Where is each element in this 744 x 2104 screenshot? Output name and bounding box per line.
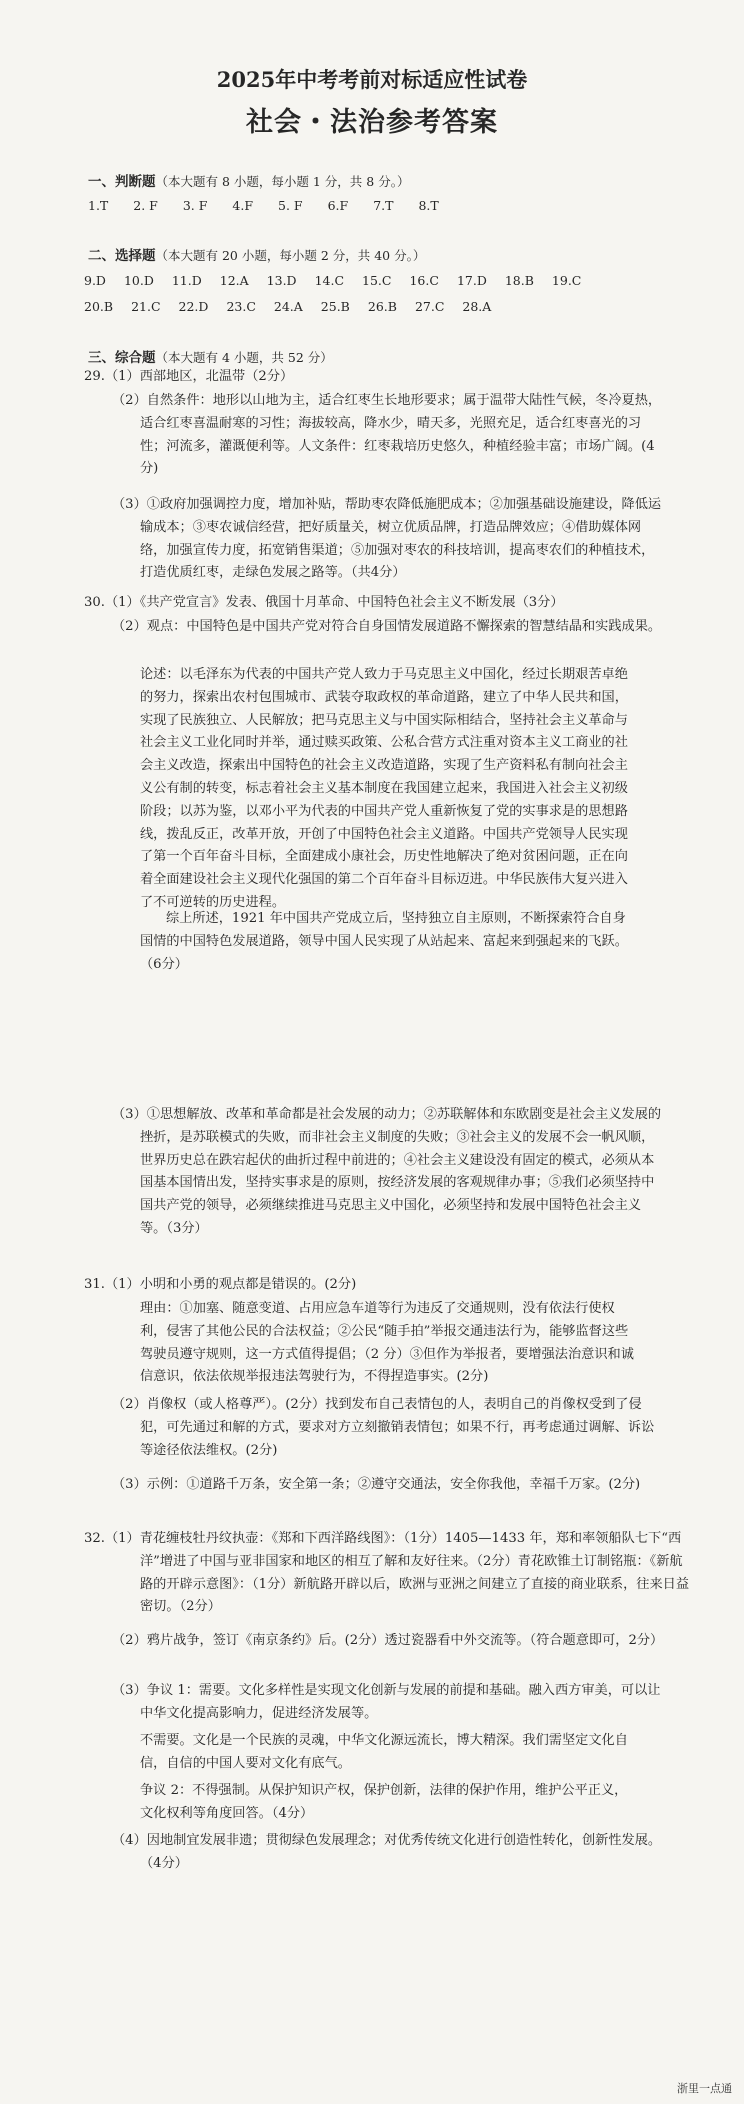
answer-item: 14.C — [314, 273, 345, 288]
q32-part3-dispute1: （3）争议 1：需要。文化多样性是实现文化创新与发展的前提和基础。融入西方审美，可以让中华文化提高影响力，促进经济发展等。 — [112, 1683, 661, 1721]
q32-part2: （2）鸦片战争，签订《南京条约》后。(2分）透过瓷器看中外交流等。（符合题意即可，2分） — [112, 1633, 664, 1648]
section-2-heading — [88, 244, 425, 264]
q31-part1: 31.（1）小明和小勇的观点都是错误的。(2分) — [84, 1277, 357, 1292]
answer-item: 9.D — [84, 273, 106, 288]
answer-item: 25.B — [320, 299, 350, 314]
q30-part2-viewpoint: （2）观点：中国特色是中国共产党对符合自身国情发展道路不懈探索的智慧结晶和实践成果。 — [112, 619, 662, 634]
answer-item: 17.D — [456, 273, 487, 288]
q32-part1: 32.（1）青花缠枝牡丹纹执壶：《郑和下西洋路线图》：（1分）1405—1433 年，郑和率领船队七下“西洋”增进了中国与亚非国家和地区的相互了解和友好往来。（2分）青花欧锥土订制铭瓶：《新航路的开辟示意图》：（1分）新航路开辟以后，欧洲与亚洲之间建立了直接的商业联系，往来日益密切。（2分） — [84, 1531, 690, 1615]
answer-item: 24.A — [273, 299, 303, 314]
answer-item: 18.B — [504, 273, 534, 288]
answer-item: 20.B — [84, 299, 114, 314]
section-1-answers — [88, 198, 464, 213]
answer-item: 5. F — [278, 198, 303, 213]
watermark-text: 浙里一点通 — [677, 2082, 732, 2095]
answer-item: 4.F — [232, 198, 254, 213]
answer-item: 22.D — [178, 299, 209, 314]
answer-item: 1.T — [88, 198, 109, 213]
q32-part3-counter: 不需要。文化是一个民族的灵魂，中华文化源远流长，博大精深。我们需坚定文化自信，自信的中国人要对文化有底气。 — [140, 1733, 628, 1771]
section-3-note: （本大题有 4 小题，共 52 分） — [155, 350, 333, 365]
answer-item: 28.A — [462, 299, 492, 314]
q29-part3: （3）①政府加强调控力度，增加补贴，帮助枣农降低施肥成本；②加强基础设施建设，降低运输成本；③枣农诚信经营，把好质量关，树立优质品牌，打造品牌效应；④借助媒体网络，加强宣传力度，拓宽销售渠道；⑤加强对枣农的科技培训，提高枣农们的种植技术，打造优质红枣，走绿色发展之路等。（共4分） — [112, 497, 662, 581]
q31-part1-reason: 理由：①加塞、随意变道、占用应急车道等行为违反了交通规则，没有依法行使权利，侵害了其他公民的合法权益；②公民“随手拍”举报交通违法行为，能够监督这些驾驶员遵守规则，这一方式值得提倡；（2 分）③但作为举报者，要增强法治意识和诚信意识，依法依规举报违法驾驶行为，不得捏造事实。(2分) — [140, 1301, 634, 1385]
section-3-heading — [88, 346, 333, 366]
section-1-heading — [88, 170, 409, 190]
answer-item: 19.C — [551, 273, 582, 288]
q32-part3-dispute2: 争议 2：不得强制。从保护知识产权，保护创新，法律的保护作用，维护公平正义，文化权利等角度回答。（4分） — [140, 1783, 628, 1821]
answer-item: 3. F — [182, 198, 208, 213]
q30-part2-conclusion: 综上所述，1921 年中国共产党成立后，坚持独立自主原则，不断探索符合自身国情的中国特色发展道路，领导中国人民实现了从站起来、富起来到强起来的飞跃。（6分） — [140, 911, 628, 972]
answer-item: 27.C — [414, 299, 445, 314]
q29-part1: 29.（1）西部地区，北温带（2分） — [84, 369, 294, 384]
answer-item: 10.D — [123, 273, 154, 288]
answer-item: 16.C — [409, 273, 439, 288]
answer-item: 23.C — [226, 299, 256, 314]
section-2-answers-row1 — [84, 273, 581, 288]
exam-title: 2025年中考考前对标适应性试卷 — [216, 67, 528, 92]
q30-part2-argument: 论述：以毛泽东为代表的中国共产党人致力于马克思主义中国化，经过长期艰苦卓绝的努力，探索出农村包围城市、武装夺取政权的革命道路，建立了中华人民共和国，实现了民族独立、人民解放；把马克思主义与中国实际相结合，坚持社会主义革命与社会主义工业化同时并举，通过赎买政策、公私合营方式注重对资本主义工商业的社会主义改造，探索出中国特色的社会主义改造道路，实现了生产资料私有制向社会主义公有制的转变，标志着社会主义基本制度在我国建立起来，我国进入社会主义初级阶段；以苏为鉴，以邓小平为代表的中国共产党人重新恢复了党的实事求是的思想路线，拨乱反正，改革开放，开创了中国特色社会主义道路。中国共产党领导人民实现了第一个百年奋斗目标，全面建成小康社会，历史性地解决了绝对贫困问题，正在向着全面建设社会主义现代化强国的第二个百年奋斗目标迈进。中华民族伟大复兴进入了不可逆转的历史进程。 — [140, 667, 628, 910]
section-2-answers-row2 — [84, 299, 491, 314]
answer-item: 11.D — [171, 273, 202, 288]
q29-part2: （2）自然条件：地形以山地为主，适合红枣生长地形要求；属于温带大陆性气候，冬冷夏热，适合红枣喜温耐寒的习性；海拔较高，降水少，晴天多，光照充足，适合红枣喜光的习性；河流多，灌溉便利等。人文条件：红枣栽培历史悠久，种植经验丰富；市场广阔。(4分) — [112, 393, 662, 477]
section-1-title: 一、判断题 — [88, 174, 156, 190]
answer-item: 15.C — [362, 273, 392, 288]
q30-part3: （3）①思想解放、改革和革命都是社会发展的动力；②苏联解体和东欧剧变是社会主义发展的挫折，是苏联模式的失败，而非社会主义制度的失败；③社会主义的发展不会一帆风顺，世界历史总在跌宕起伏的曲折过程中前进的；④社会主义建设没有固定的模式，必须从本国基本国情出发，坚持实事求是的原则，按经济发展的客观规律办事；⑤我们必须坚持中国共产党的领导，必须继续推进马克思主义中国化，必须坚持和发展中国特色社会主义等。（3分） — [112, 1107, 662, 1236]
answer-item: 26.B — [367, 299, 397, 314]
section-2-note: （本大题有 20 小题，每小题 2 分，共 40 分。） — [155, 248, 426, 263]
answer-item: 13.D — [266, 273, 297, 288]
answer-item: 6.F — [327, 198, 349, 213]
answer-item: 8.T — [418, 198, 439, 213]
answer-title: 社会・法治参考答案 — [246, 107, 498, 138]
q31-part3: （3）示例：①道路千万条，安全第一条；②遵守交通法，安全你我他，幸福千万家。(2分) — [112, 1477, 641, 1492]
q32-part4: （4）因地制宜发展非遗；贯彻绿色发展理念；对优秀传统文化进行创造性转化，创新性发展。（4分） — [112, 1833, 662, 1871]
answer-item: 21.C — [131, 299, 161, 314]
answer-item: 2. F — [133, 198, 158, 213]
q30-part1: 30.（1）《共产党宣言》发表、俄国十月革命、中国特色社会主义不断发展（3分） — [84, 595, 564, 610]
section-1-note: （本大题有 8 小题，每小题 1 分，共 8 分。） — [155, 174, 410, 189]
answer-item: 12.A — [219, 273, 249, 288]
q31-part2: （2）肖像权（或人格尊严）。(2分）找到发布自己表情包的人，表明自己的肖像权受到了侵犯，可先通过和解的方式，要求对方立刻撤销表情包；如果不行，再考虑通过调解、诉讼等途径依法维权。(2分) — [112, 1397, 655, 1458]
section-3-title: 三、综合题 — [88, 350, 156, 366]
answer-item: 7.T — [373, 198, 394, 213]
section-2-title: 二、选择题 — [88, 248, 156, 264]
